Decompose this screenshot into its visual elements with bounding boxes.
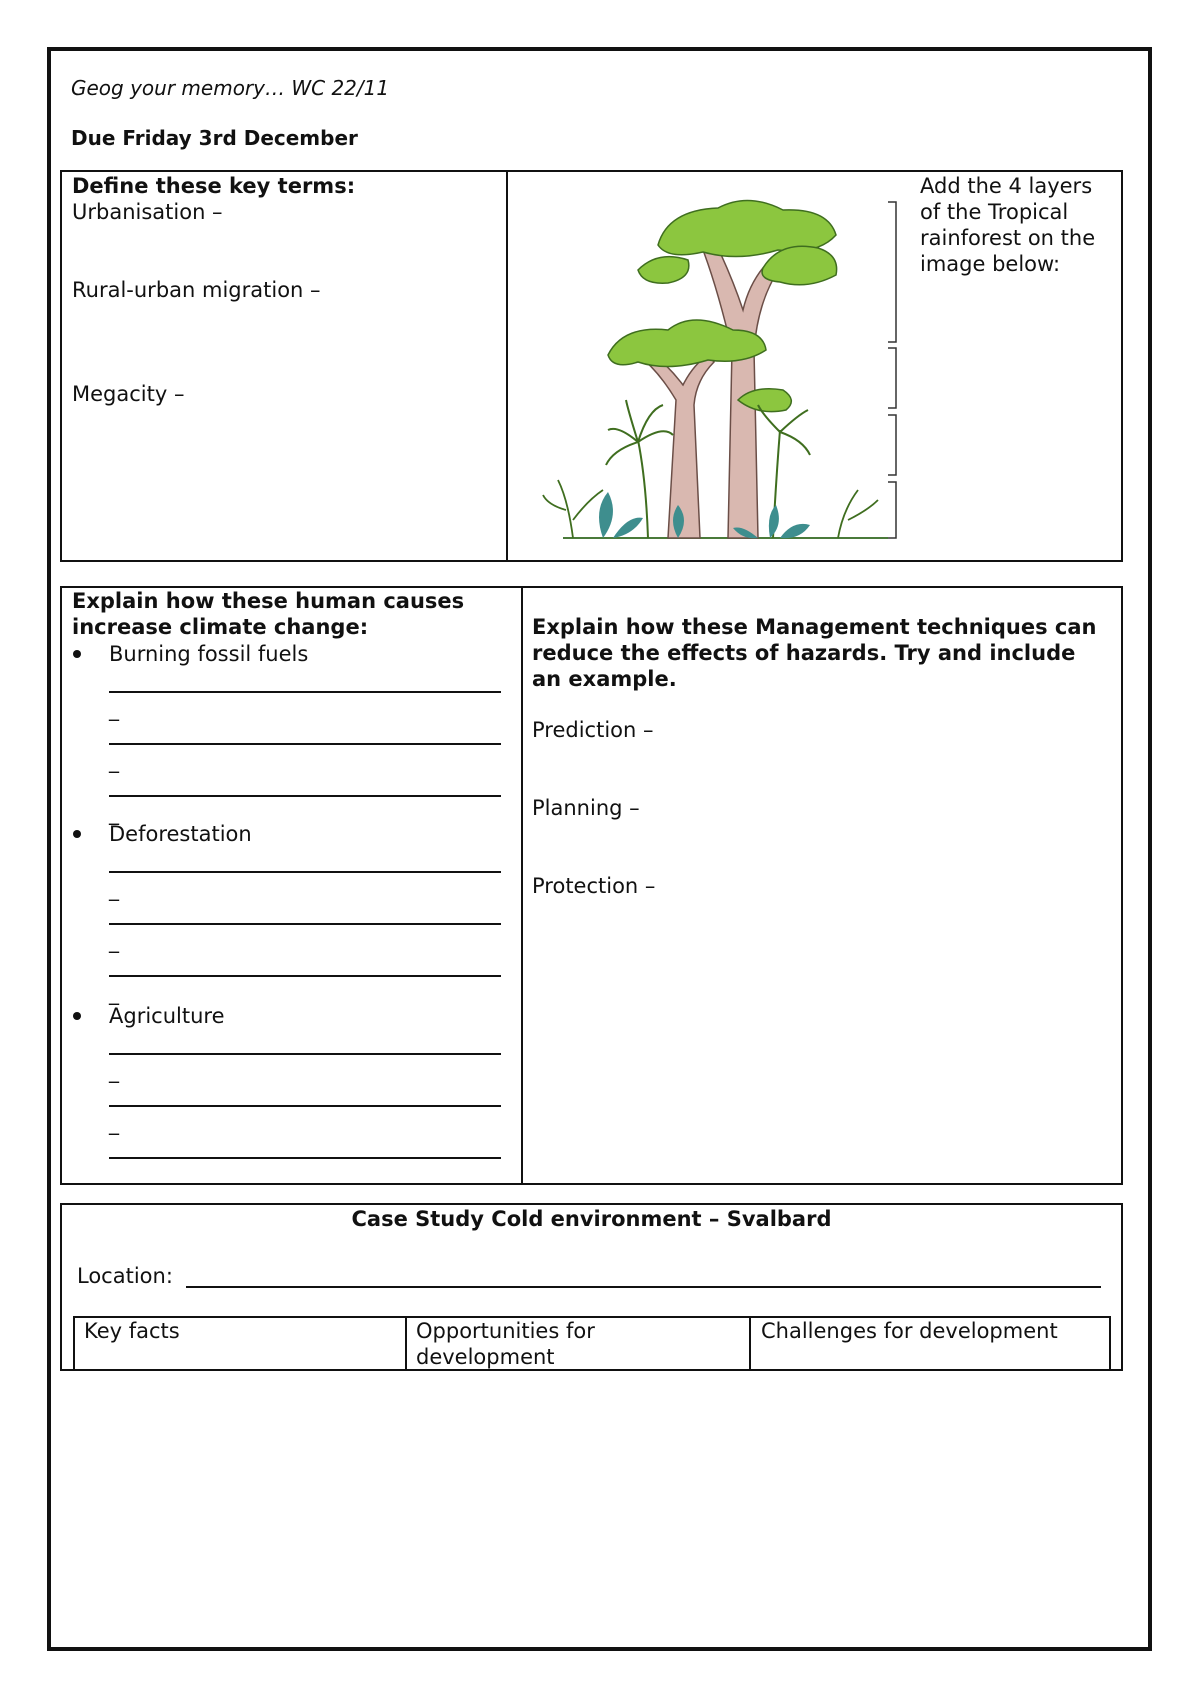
answer-line[interactable] [109, 691, 501, 693]
answer-line[interactable] [109, 1105, 501, 1107]
dash-marker: _ [109, 981, 119, 1005]
section1-divider [506, 170, 508, 562]
rainforest-diagram [518, 180, 908, 550]
worksheet-title: Geog your memory… WC 22/11 [71, 76, 390, 100]
key-terms-heading: Define these key terms: [72, 174, 356, 198]
cause-burning-fossil-fuels: Burning fossil fuels [109, 642, 309, 666]
climate-heading: Explain how these human causes increase climate change: [72, 589, 465, 639]
due-date: Due Friday 3rd December [71, 126, 358, 150]
management-planning: Planning – [532, 796, 640, 820]
column-header-opportunities: Opportunities for development [416, 1319, 595, 1369]
location-answer-line[interactable] [186, 1286, 1101, 1288]
answer-line[interactable] [109, 795, 501, 797]
answer-line[interactable] [109, 743, 501, 745]
management-heading: Explain how these Management techniques can reduce the effects of hazards. Try and include an example. [532, 615, 1097, 691]
column-header-challenges: Challenges for development [761, 1319, 1058, 1343]
management-protection: Protection – [532, 874, 656, 898]
rainforest-instruction: Add the 4 layers of the Tropical rainforest on the image below: [920, 174, 1096, 276]
dash-marker: _ [109, 697, 119, 721]
management-prediction: Prediction – [532, 718, 654, 742]
term-megacity: Megacity – [72, 382, 185, 406]
section2-divider [521, 586, 523, 1185]
bullet-deforestation [73, 830, 81, 838]
answer-line[interactable] [109, 1053, 501, 1055]
answer-line[interactable] [109, 975, 501, 977]
case-study-title: Case Study Cold environment – Svalbard [351, 1207, 832, 1231]
bullet-fossil-fuels [73, 650, 81, 658]
location-label: Location: [77, 1264, 173, 1288]
bullet-agriculture [73, 1012, 81, 1020]
dash-marker: _ [109, 877, 119, 901]
answer-line[interactable] [109, 923, 501, 925]
cause-deforestation: Deforestation [109, 822, 252, 846]
term-rural-urban-migration: Rural-urban migration – [72, 278, 321, 302]
dash-marker: _ [109, 749, 119, 773]
dash-marker: _ [109, 1059, 119, 1083]
dash-marker: _ [109, 929, 119, 953]
dash-marker: _ [109, 801, 119, 825]
column-header-key-facts: Key facts [84, 1319, 180, 1343]
term-urbanisation: Urbanisation – [72, 200, 223, 224]
cause-agriculture: Agriculture [109, 1004, 225, 1028]
dash-marker: _ [109, 1111, 119, 1135]
answer-line[interactable] [109, 1157, 501, 1159]
answer-line[interactable] [109, 871, 501, 873]
